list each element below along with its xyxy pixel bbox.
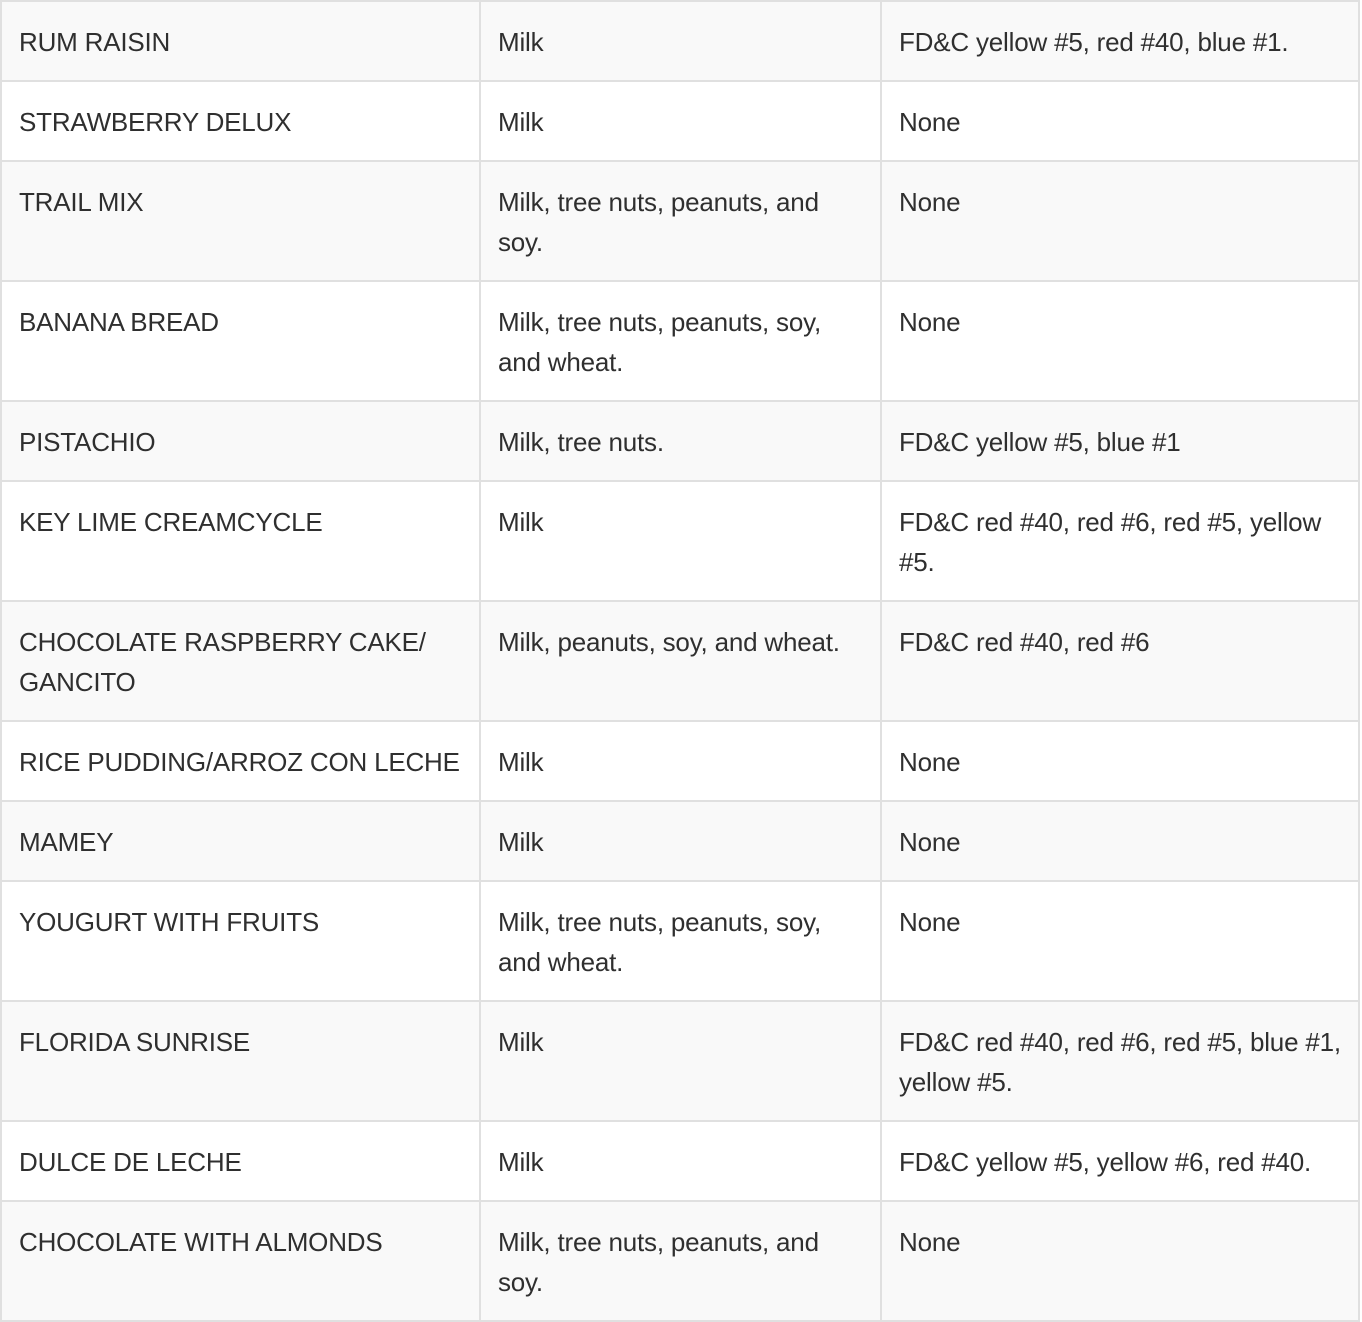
table-row bbox=[1, 81, 1359, 161]
table-row bbox=[1, 1201, 1359, 1321]
allergens-cell: Milk, tree nuts, peanuts, and soy. bbox=[480, 161, 881, 281]
dyes-cell: None bbox=[881, 721, 1359, 801]
allergens-cell: Milk bbox=[480, 721, 881, 801]
flavor-cell: FLORIDA SUNRISE bbox=[1, 1001, 480, 1121]
flavor-cell: PISTACHIO bbox=[1, 401, 480, 481]
dyes-cell: FD&C red #40, red #6, red #5, blue #1, yellow #5. bbox=[881, 1001, 1359, 1121]
flavor-cell: RUM RAISIN bbox=[1, 1, 480, 81]
table-row bbox=[1, 801, 1359, 881]
dyes-cell: FD&C yellow #5, blue #1 bbox=[881, 401, 1359, 481]
dyes-cell: None bbox=[881, 881, 1359, 1001]
allergens-cell: Milk, tree nuts, peanuts, soy, and wheat. bbox=[480, 881, 881, 1001]
flavor-cell: CHOCOLATE RASPBERRY CAKE/ GANCITO bbox=[1, 601, 480, 721]
dyes-cell: None bbox=[881, 801, 1359, 881]
allergens-cell: Milk bbox=[480, 81, 881, 161]
allergens-cell: Milk bbox=[480, 1121, 881, 1201]
dyes-cell: FD&C red #40, red #6 bbox=[881, 601, 1359, 721]
dyes-cell: FD&C red #40, red #6, red #5, yellow #5. bbox=[881, 481, 1359, 601]
flavor-cell: TRAIL MIX bbox=[1, 161, 480, 281]
table-body bbox=[1, 1, 1359, 1321]
allergens-cell: Milk bbox=[480, 1, 881, 81]
dyes-cell: None bbox=[881, 81, 1359, 161]
flavor-cell: BANANA BREAD bbox=[1, 281, 480, 401]
allergens-cell: Milk bbox=[480, 1001, 881, 1121]
dyes-cell: None bbox=[881, 281, 1359, 401]
flavor-cell: RICE PUDDING/ARROZ CON LECHE bbox=[1, 721, 480, 801]
table-row bbox=[1, 1001, 1359, 1121]
table-row bbox=[1, 481, 1359, 601]
table-row bbox=[1, 881, 1359, 1001]
flavor-cell: CHOCOLATE WITH ALMONDS bbox=[1, 1201, 480, 1321]
allergens-cell: Milk bbox=[480, 481, 881, 601]
table-row bbox=[1, 1, 1359, 81]
flavor-cell: KEY LIME CREAMCYCLE bbox=[1, 481, 480, 601]
dyes-cell: FD&C yellow #5, red #40, blue #1. bbox=[881, 1, 1359, 81]
dyes-cell: None bbox=[881, 1201, 1359, 1321]
flavor-cell: MAMEY bbox=[1, 801, 480, 881]
allergens-cell: Milk, tree nuts, peanuts, and soy. bbox=[480, 1201, 881, 1321]
table-row bbox=[1, 1121, 1359, 1201]
table-row bbox=[1, 401, 1359, 481]
table-row bbox=[1, 161, 1359, 281]
flavor-cell: DULCE DE LECHE bbox=[1, 1121, 480, 1201]
dyes-cell: FD&C yellow #5, yellow #6, red #40. bbox=[881, 1121, 1359, 1201]
table-row bbox=[1, 281, 1359, 401]
flavor-cell: STRAWBERRY DELUX bbox=[1, 81, 480, 161]
allergens-cell: Milk, tree nuts, peanuts, soy, and wheat. bbox=[480, 281, 881, 401]
table-row bbox=[1, 721, 1359, 801]
allergens-cell: Milk, tree nuts. bbox=[480, 401, 881, 481]
table-row bbox=[1, 601, 1359, 721]
flavor-cell: YOUGURT WITH FRUITS bbox=[1, 881, 480, 1001]
allergens-cell: Milk bbox=[480, 801, 881, 881]
allergens-cell: Milk, peanuts, soy, and wheat. bbox=[480, 601, 881, 721]
dyes-cell: None bbox=[881, 161, 1359, 281]
